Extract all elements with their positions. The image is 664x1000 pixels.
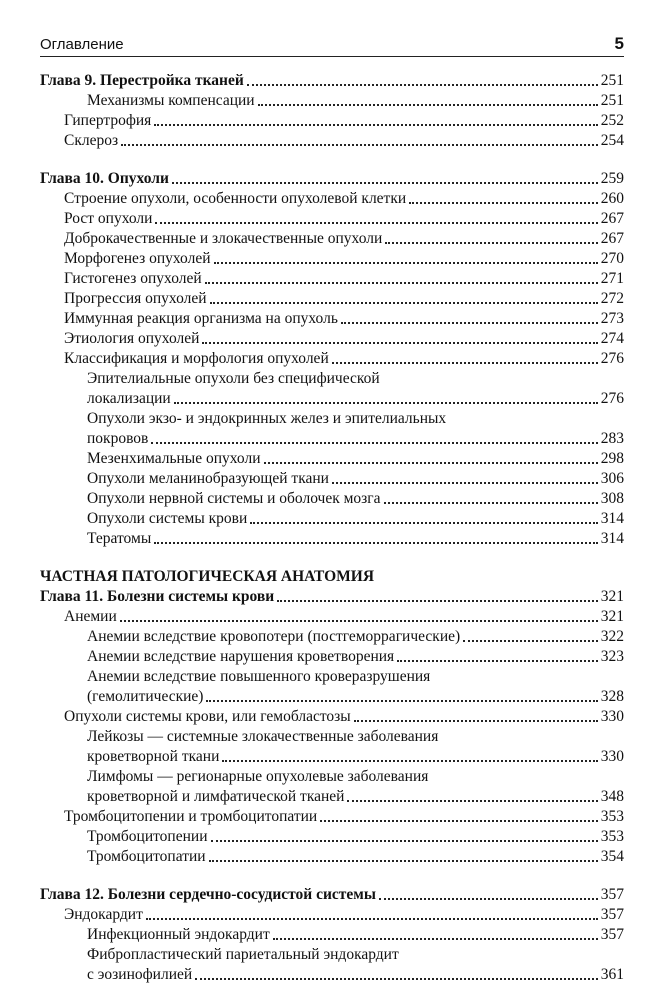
- toc-item[interactable]: [40, 229, 624, 249]
- item-title: Анемии: [64, 608, 117, 625]
- dot-leader: [209, 860, 598, 862]
- toc-chapter-12[interactable]: [40, 885, 624, 905]
- dot-leader: [214, 262, 598, 264]
- page-ref: 330: [600, 708, 624, 725]
- dot-leader: [155, 222, 597, 224]
- header-title: Оглавление: [40, 36, 124, 53]
- page-ref: 354: [600, 848, 624, 865]
- dot-leader: [354, 720, 598, 722]
- page-ref: 330: [600, 748, 624, 765]
- toc-item[interactable]: [40, 269, 624, 289]
- dot-leader: [332, 362, 598, 364]
- toc-item[interactable]: [40, 529, 624, 549]
- toc-item-line1: Опухоли экзо- и эндокринных желез и эпителиальных: [87, 410, 447, 427]
- page-ref: 270: [600, 250, 624, 267]
- item-title: Рост опухоли: [64, 210, 153, 227]
- dot-leader: [222, 760, 597, 762]
- page-ref: 361: [600, 966, 624, 983]
- item-title: Классификация и морфология опухолей: [64, 350, 329, 367]
- item-title: Тератомы: [87, 530, 152, 547]
- part-heading: ЧАСТНАЯ ПАТОЛОГИЧЕСКАЯ АНАТОМИЯ: [40, 568, 375, 585]
- item-title: локализации: [87, 390, 171, 407]
- toc-item[interactable]: [40, 329, 624, 349]
- item-title: Опухоли меланинобразующей ткани: [87, 470, 329, 487]
- chapter-title: Глава 12. Болезни сердечно-сосудистой системы: [40, 886, 376, 903]
- dot-leader: [211, 840, 598, 842]
- page-ref: 353: [600, 828, 624, 845]
- page-ref: 321: [600, 588, 624, 605]
- page-ref: 272: [600, 290, 624, 307]
- dot-leader: [210, 302, 598, 304]
- item-title: Тромбоцитопатии: [87, 848, 206, 865]
- page-ref: 260: [600, 190, 624, 207]
- toc-item[interactable]: [40, 647, 624, 667]
- chapter-title: Глава 9. Перестройка тканей: [40, 72, 244, 89]
- item-title: покровов: [87, 430, 149, 447]
- toc-item[interactable]: [40, 627, 624, 647]
- item-title: Гистогенез опухолей: [64, 270, 202, 287]
- item-title: кроветворной ткани: [87, 748, 220, 765]
- page-ref: 251: [600, 72, 624, 89]
- toc-chapter-11[interactable]: [40, 587, 624, 607]
- toc-item[interactable]: [40, 607, 624, 627]
- toc-item-line1: Фибропластический париетальный эндокардит: [87, 946, 399, 963]
- dot-leader: [385, 242, 597, 244]
- item-title: Прогрессия опухолей: [64, 290, 207, 307]
- spacer: [40, 867, 624, 885]
- dot-leader: [397, 660, 598, 662]
- page-ref: 308: [600, 490, 624, 507]
- dot-leader: [409, 202, 598, 204]
- page-ref: 306: [600, 470, 624, 487]
- toc-item[interactable]: [40, 905, 624, 925]
- dot-leader: [463, 640, 598, 642]
- page-ref: 267: [600, 210, 624, 227]
- item-title: с эозинофилией: [87, 966, 193, 983]
- spacer: [40, 549, 624, 567]
- dot-leader: [258, 104, 598, 106]
- item-title: Этиология опухолей: [64, 330, 200, 347]
- dot-leader: [205, 282, 598, 284]
- page-ref: 323: [600, 648, 624, 665]
- dot-leader: [250, 522, 597, 524]
- page-ref: 357: [600, 886, 624, 903]
- chapter-title: Глава 11. Болезни системы крови: [40, 588, 275, 605]
- item-title: Доброкачественные и злокачественные опухоли: [64, 230, 383, 247]
- page-ref: 273: [600, 310, 624, 327]
- dot-leader: [151, 442, 597, 444]
- toc-item[interactable]: [40, 131, 624, 151]
- toc-item[interactable]: [40, 489, 624, 509]
- page-ref: 274: [600, 330, 624, 347]
- page-ref: 328: [600, 688, 624, 705]
- dot-leader: [379, 898, 598, 900]
- toc-item[interactable]: [40, 707, 624, 727]
- dot-leader: [121, 144, 598, 146]
- toc-chapter-10[interactable]: [40, 169, 624, 189]
- dot-leader: [206, 700, 597, 702]
- running-header: [40, 36, 624, 57]
- page-ref: 271: [600, 270, 624, 287]
- item-title: Морфогенез опухолей: [64, 250, 211, 267]
- item-title: Анемии вследствие кровопотери (постгеморрагические): [87, 628, 461, 645]
- toc-item[interactable]: [40, 309, 624, 329]
- page-ref: 267: [600, 230, 624, 247]
- item-title: Иммунная реакция организма на опухоль: [64, 310, 338, 327]
- dot-leader: [146, 918, 598, 920]
- dot-leader: [202, 342, 597, 344]
- item-title: Анемии вследствие нарушения кроветворения: [87, 648, 395, 665]
- toc-item[interactable]: [40, 189, 624, 209]
- toc-item[interactable]: [40, 349, 624, 369]
- item-title: Инфекционный эндокардит: [87, 926, 270, 943]
- dot-leader: [384, 502, 598, 504]
- toc-item-line1: Лейкозы — системные злокачественные заболевания: [87, 728, 439, 745]
- toc-item[interactable]: [40, 91, 624, 111]
- toc-item[interactable]: [40, 787, 624, 807]
- chapter-title: Глава 10. Опухоли: [40, 170, 169, 187]
- dot-leader: [174, 402, 598, 404]
- page-ref: 283: [600, 430, 624, 447]
- item-title: Мезенхимальные опухоли: [87, 450, 261, 467]
- item-title: Опухоли нервной системы и оболочек мозга: [87, 490, 381, 507]
- dot-leader: [341, 322, 598, 324]
- dot-leader: [264, 462, 598, 464]
- item-title: Тромбоцитопении: [87, 828, 208, 845]
- toc-item[interactable]: [40, 209, 624, 229]
- page-ref: 254: [600, 132, 624, 149]
- header-page-number: 5: [614, 34, 624, 53]
- table-of-contents: [40, 71, 624, 985]
- dot-leader: [347, 800, 597, 802]
- dot-leader: [154, 542, 598, 544]
- dot-leader: [273, 938, 598, 940]
- dot-leader: [195, 978, 598, 980]
- toc-item[interactable]: [40, 747, 624, 767]
- page-ref: 251: [600, 92, 624, 109]
- toc-item-line1: Эпителиальные опухоли без специфической: [87, 370, 380, 387]
- dot-leader: [277, 600, 598, 602]
- page-ref: 357: [600, 926, 624, 943]
- toc-item-line1: Лимфомы — регионарные опухолевые заболевания: [87, 768, 429, 785]
- toc-item[interactable]: [40, 429, 624, 449]
- page-ref: 298: [600, 450, 624, 467]
- toc-item[interactable]: [40, 827, 624, 847]
- item-title: (гемолитические): [87, 688, 204, 705]
- dot-leader: [120, 620, 598, 622]
- toc-item[interactable]: [40, 449, 624, 469]
- toc-item[interactable]: [40, 469, 624, 489]
- page-ref: 259: [600, 170, 624, 187]
- toc-item[interactable]: [40, 389, 624, 409]
- toc-item[interactable]: [40, 111, 624, 131]
- dot-leader: [247, 84, 598, 86]
- toc-item[interactable]: [40, 687, 624, 707]
- page-ref: 322: [600, 628, 624, 645]
- item-title: Опухоли системы крови: [87, 510, 248, 527]
- dot-leader: [332, 482, 598, 484]
- page-ref: 314: [600, 530, 624, 547]
- item-title: Механизмы компенсации: [87, 92, 255, 109]
- toc-item[interactable]: [40, 847, 624, 867]
- dot-leader: [320, 820, 598, 822]
- page-ref: 276: [600, 350, 624, 367]
- item-title: Строение опухоли, особенности опухолевой клетки: [64, 190, 407, 207]
- toc-chapter-9[interactable]: [40, 71, 624, 91]
- page-ref: 348: [600, 788, 624, 805]
- page-ref: 321: [600, 608, 624, 625]
- toc-item[interactable]: [40, 807, 624, 827]
- toc-item[interactable]: [40, 249, 624, 269]
- page-ref: 357: [600, 906, 624, 923]
- dot-leader: [172, 182, 598, 184]
- item-title: Эндокардит: [64, 906, 143, 923]
- item-title: кроветворной и лимфатической тканей: [87, 788, 345, 805]
- toc-item[interactable]: [40, 289, 624, 309]
- page-ref: 252: [600, 112, 624, 129]
- spacer: [40, 151, 624, 169]
- page-ref: 314: [600, 510, 624, 527]
- item-title: Гипертрофия: [64, 112, 152, 129]
- toc-item[interactable]: [40, 925, 624, 945]
- toc-item[interactable]: [40, 509, 624, 529]
- dot-leader: [154, 124, 597, 126]
- toc-item[interactable]: [40, 965, 624, 985]
- toc-item-line1: Анемии вследствие повышенного кроверазрушения: [87, 668, 431, 685]
- page-ref: 353: [600, 808, 624, 825]
- item-title: Тромбоцитопении и тромбоцитопатии: [64, 808, 318, 825]
- page-ref: 276: [600, 390, 624, 407]
- item-title: Склероз: [64, 132, 119, 149]
- item-title: Опухоли системы крови, или гемобластозы: [64, 708, 351, 725]
